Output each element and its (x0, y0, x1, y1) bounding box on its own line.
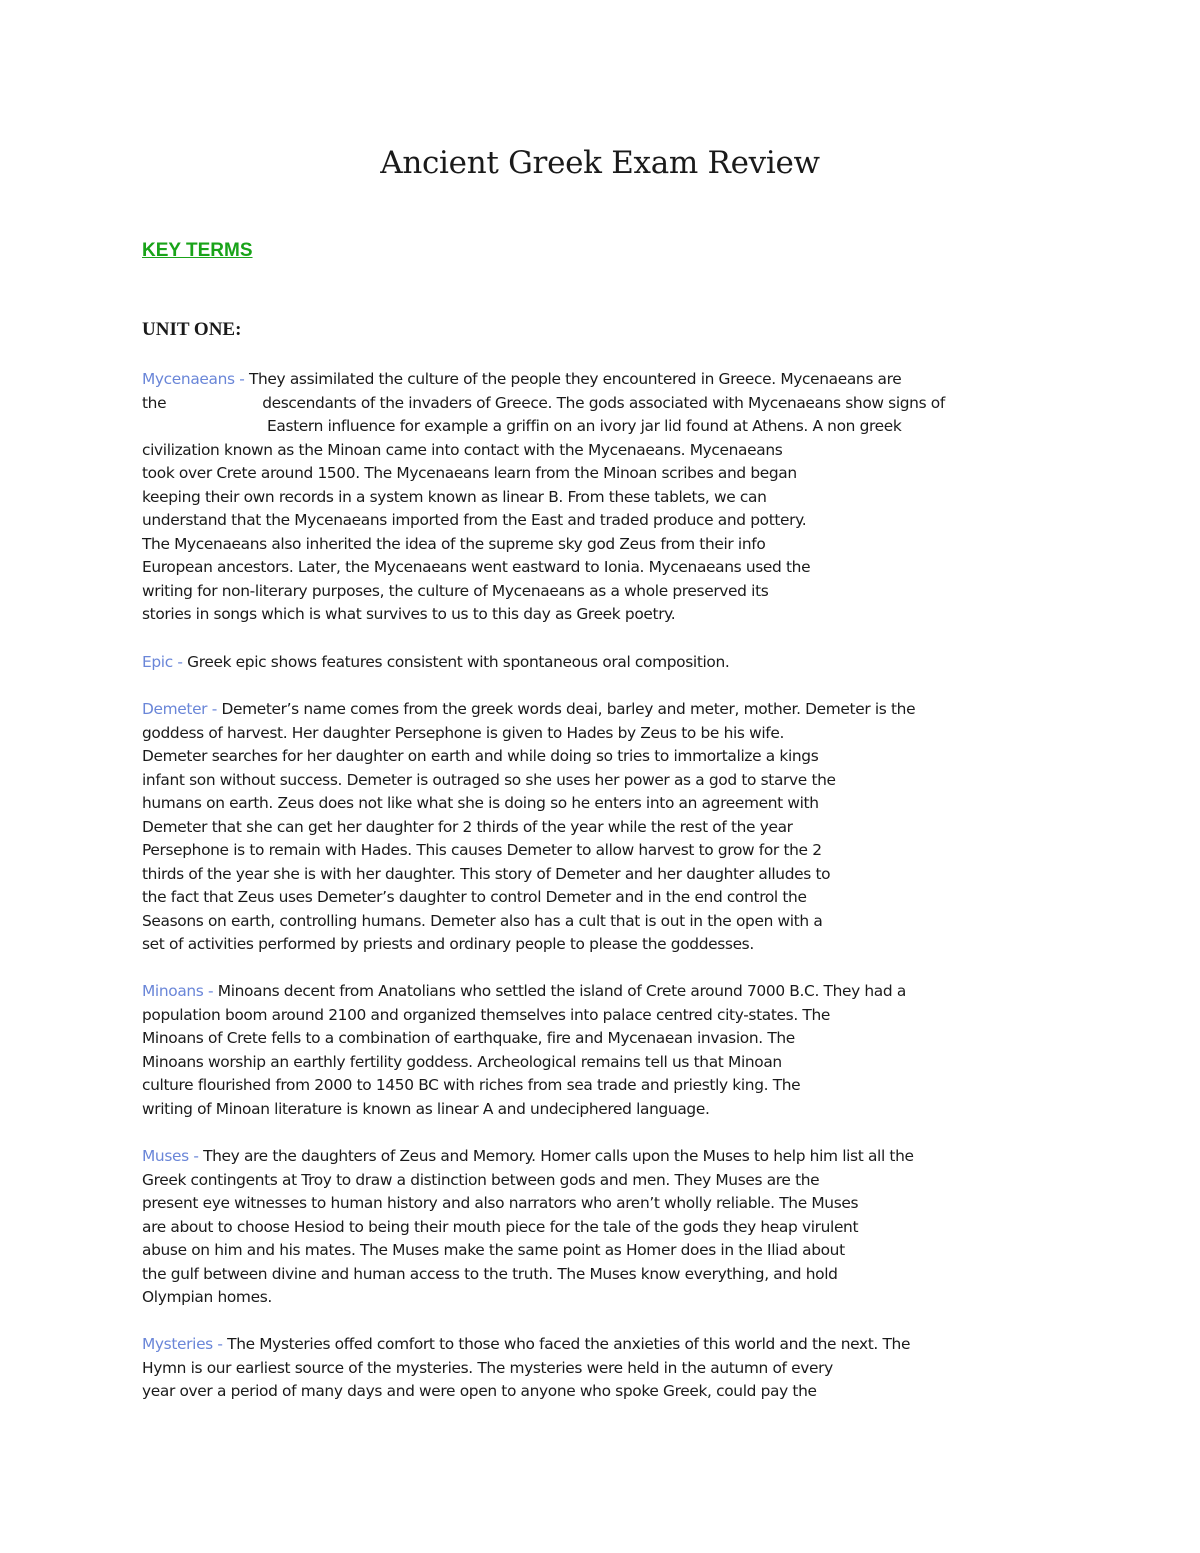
entry-text: Demeter’s name comes from the greek words deai, barley and meter, mother. Demeter is the (221, 700, 916, 718)
term-label: Demeter - (142, 700, 222, 718)
entry-text: Greek epic shows features consistent with spontaneous oral composition. (187, 653, 730, 671)
entry-line: humans on earth. Zeus does not like what she is doing so he enters into an agreement with (142, 794, 819, 812)
entry-line: European ancestors. Later, the Mycenaeans went eastward to Ionia. Mycenaeans used the (142, 558, 811, 576)
entry-mycenaeans (142, 368, 945, 627)
entry-line: understand that the Mycenaeans imported from the East and traded produce and pottery. (142, 511, 807, 529)
entry-line: Hymn is our earliest source of the mysteries. The mysteries were held in the autumn of every (142, 1358, 833, 1377)
entry-line: Demeter searches for her daughter on earth and while doing so tries to immortalize a kings (142, 747, 819, 765)
entry-line: Greek contingents at Troy to draw a distinction between gods and men. They Muses are the (142, 1170, 820, 1189)
entry-line (142, 392, 945, 416)
entry-text: They assimilated the culture of the people they encountered in Greece. Mycenaeans are (248, 370, 902, 388)
term-label: Mysteries - (142, 1335, 228, 1353)
entry-line: Persephone is to remain with Hades. This causes Demeter to allow harvest to grow for the 2 (142, 841, 822, 859)
entry-line: Eastern influence for example a griffin on an ivory jar lid found at Athens. A non greek (267, 417, 902, 435)
entry-line: Seasons on earth, controlling humans. Demeter also has a cult that is out in the open with a (142, 911, 823, 930)
entry-text: Minoans decent from Anatolians who settled the island of Crete around 7000 B.C. They had a (217, 982, 906, 1000)
entry-line: writing of Minoan literature is known as linear A and undeciphered language. (142, 1099, 710, 1118)
entry-line: present eye witnesses to human history and also narrators who aren’t wholly reliable. The Muses (142, 1194, 859, 1212)
unit-heading: UNIT ONE: (142, 319, 242, 340)
entry-line (142, 698, 915, 722)
term-label: Muses - (142, 1147, 204, 1165)
term-label: Mycenaeans - (142, 370, 249, 388)
entry-line: Minoans of Crete fells to a combination of earthquake, fire and Mycenaean invasion. The (142, 1029, 795, 1047)
entry-line: are about to choose Hesiod to being their mouth piece for the tale of the gods they heap virulent (142, 1217, 859, 1236)
entry-text: descendants of the invaders of Greece. The gods associated with Mycenaeans show signs of (262, 393, 945, 412)
entry-line: writing for non-literary purposes, the culture of Mycenaeans as a whole preserved its (142, 581, 769, 600)
entry-line: civilization known as the Minoan came into contact with the Mycenaeans. Mycenaeans (142, 440, 783, 459)
entry-line: the gulf between divine and human access to the truth. The Muses know everything, and hold (142, 1264, 838, 1283)
entry-line: year over a period of many days and were open to anyone who spoke Greek, could pay the (142, 1382, 817, 1400)
entry-text: the (142, 393, 167, 412)
entry-line: goddess of harvest. Her daughter Persephone is given to Hades by Zeus to be his wife. (142, 723, 785, 742)
term-label: Minoans - (142, 982, 218, 1000)
entry-line: set of activities performed by priests and ordinary people to please the goddesses. (142, 935, 754, 953)
entry-text: The Mysteries offed comfort to those who faced the anxieties of this world and the next. The (227, 1335, 911, 1353)
entry-line (142, 368, 945, 392)
entry-line: Minoans worship an earthly fertility goddess. Archeological remains tell us that Minoan (142, 1052, 782, 1071)
entry-line (142, 651, 729, 675)
entry-demeter (142, 698, 915, 957)
entry-line: thirds of the year she is with her daughter. This story of Demeter and her daughter alludes to (142, 864, 831, 883)
entry-mysteries (142, 1333, 910, 1404)
entry-line (142, 980, 906, 1004)
entry-line (142, 1145, 914, 1169)
entry-text: They are the daughters of Zeus and Memory. Homer calls upon the Muses to help him list all the (203, 1147, 914, 1165)
entry-line (142, 1333, 910, 1357)
entry-line: population boom around 2100 and organized themselves into palace centred city-states. The (142, 1005, 830, 1024)
term-label: Epic - (142, 653, 188, 671)
entry-epic (142, 651, 729, 675)
section-heading-key-terms: KEY TERMS (142, 240, 253, 261)
entry-line: abuse on him and his mates. The Muses make the same point as Homer does in the Iliad about (142, 1241, 845, 1259)
entry-line: keeping their own records in a system known as linear B. From these tablets, we can (142, 487, 767, 506)
entry-muses (142, 1145, 914, 1310)
entry-line: The Mycenaeans also inherited the idea of the supreme sky god Zeus from their info (142, 534, 766, 553)
entry-line: Olympian homes. (142, 1288, 272, 1306)
entry-minoans (142, 980, 906, 1121)
page-title: Ancient Greek Exam Review (380, 145, 820, 181)
entry-line: infant son without success. Demeter is outraged so she uses her power as a god to starve the (142, 770, 836, 789)
entry-line: stories in songs which is what survives to us to this day as Greek poetry. (142, 605, 676, 623)
entry-line: Demeter that she can get her daughter for 2 thirds of the year while the rest of the year (142, 817, 793, 836)
entry-line: took over Crete around 1500. The Mycenaeans learn from the Minoan scribes and began (142, 464, 797, 482)
entry-line: the fact that Zeus uses Demeter’s daughter to control Demeter and in the end control the (142, 888, 807, 906)
entry-line: culture flourished from 2000 to 1450 BC with riches from sea trade and priestly king. The (142, 1076, 801, 1094)
